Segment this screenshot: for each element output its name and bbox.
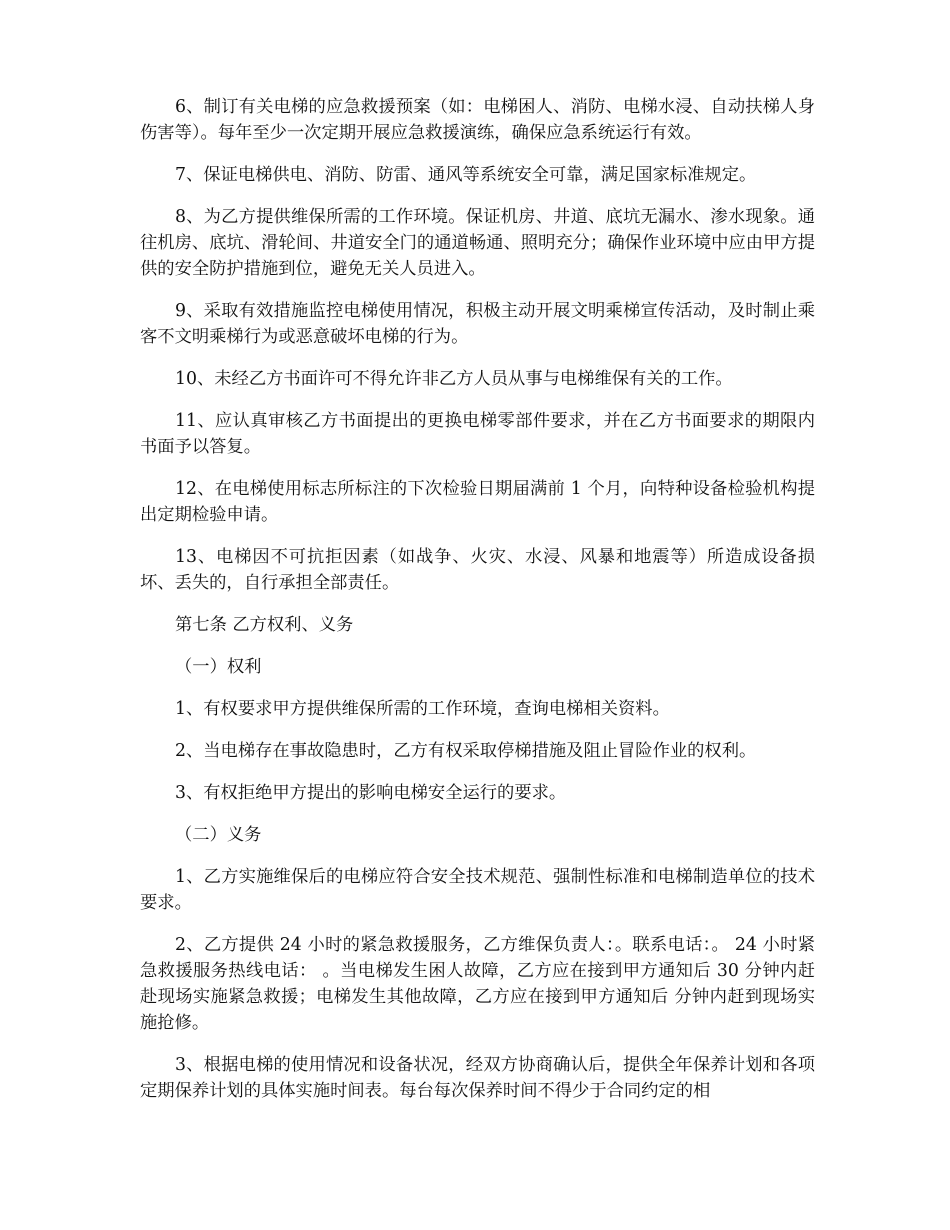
rights-item-2: 2、当电梯存在事故隐患时，乙方有权采取停梯措施及阻止冒险作业的权利。: [175, 741, 757, 761]
clause-item-13: 13、电梯因不可抗拒因素（如战争、火灾、水浸、风暴和地震等）所造成设备损坏、丢失的，自行承担全部责任。: [140, 547, 815, 593]
clause-item-7: 7、保证电梯供电、消防、防雷、通风等系统安全可靠，满足国家标准规定。: [175, 165, 757, 185]
obligations-subheading: （二）义务: [175, 825, 262, 845]
clause-item-11: 11、应认真审核乙方书面提出的更换电梯零部件要求，并在乙方书面要求的期限内书面予以答复。: [140, 411, 815, 457]
clause-item-6: 6、制订有关电梯的应急救援预案（如：电梯困人、消防、电梯水浸、自动扶梯人身伤害等）。每年至少一次定期开展应急救援演练，确保应急系统运行有效。: [140, 97, 815, 143]
article-seven-heading: 第七条 乙方权利、义务: [175, 615, 354, 635]
rights-subheading: （一）权利: [175, 657, 262, 677]
document-page: [140, 94, 815, 1120]
clause-item-10: 10、未经乙方书面许可不得允许非乙方人员从事与电梯维保有关的工作。: [175, 369, 733, 389]
rights-item-1: 1、有权要求甲方提供维保所需的工作环境，查询电梯相关资料。: [175, 699, 670, 719]
obligations-item-1: 1、乙方实施维保后的电梯应符合安全技术规范、强制性标准和电梯制造单位的技术要求。: [140, 867, 815, 913]
clause-item-8: 8、为乙方提供维保所需的工作环境。保证机房、井道、底坑无漏水、渗水现象。通往机房、底坑、滑轮间、井道安全门的通道畅通、照明充分；确保作业环境中应由甲方提供的安全防护措施到位，避免无关人员进入。: [140, 207, 815, 279]
clause-item-9: 9、采取有效措施监控电梯使用情况，积极主动开展文明乘梯宣传活动，及时制止乘客不文明乘梯行为或恶意破坏电梯的行为。: [140, 301, 815, 347]
rights-item-3: 3、有权拒绝甲方提出的影响电梯安全运行的要求。: [175, 783, 567, 803]
obligations-item-3: 3、根据电梯的使用情况和设备状况，经双方协商确认后，提供全年保养计划和各项定期保养计划的具体实施时间表。每台每次保养时间不得少于合同约定的相: [140, 1055, 815, 1101]
clause-item-12: 12、在电梯使用标志所标注的下次检验日期届满前 1 个月，向特种设备检验机构提出定期检验申请。: [140, 479, 815, 525]
obligations-item-2: 2、乙方提供 24 小时的紧急救援服务，乙方维保负责人：。联系电话：。 24 小时紧急救援服务热线电话： 。当电梯发生困人故障，乙方应在接到甲方通知后 30 分钟内赶赴现场实施紧急救援；电梯发生其他故障，乙方应在接到甲方通知后 分钟内赶到现场实施抢修。: [140, 935, 815, 1033]
